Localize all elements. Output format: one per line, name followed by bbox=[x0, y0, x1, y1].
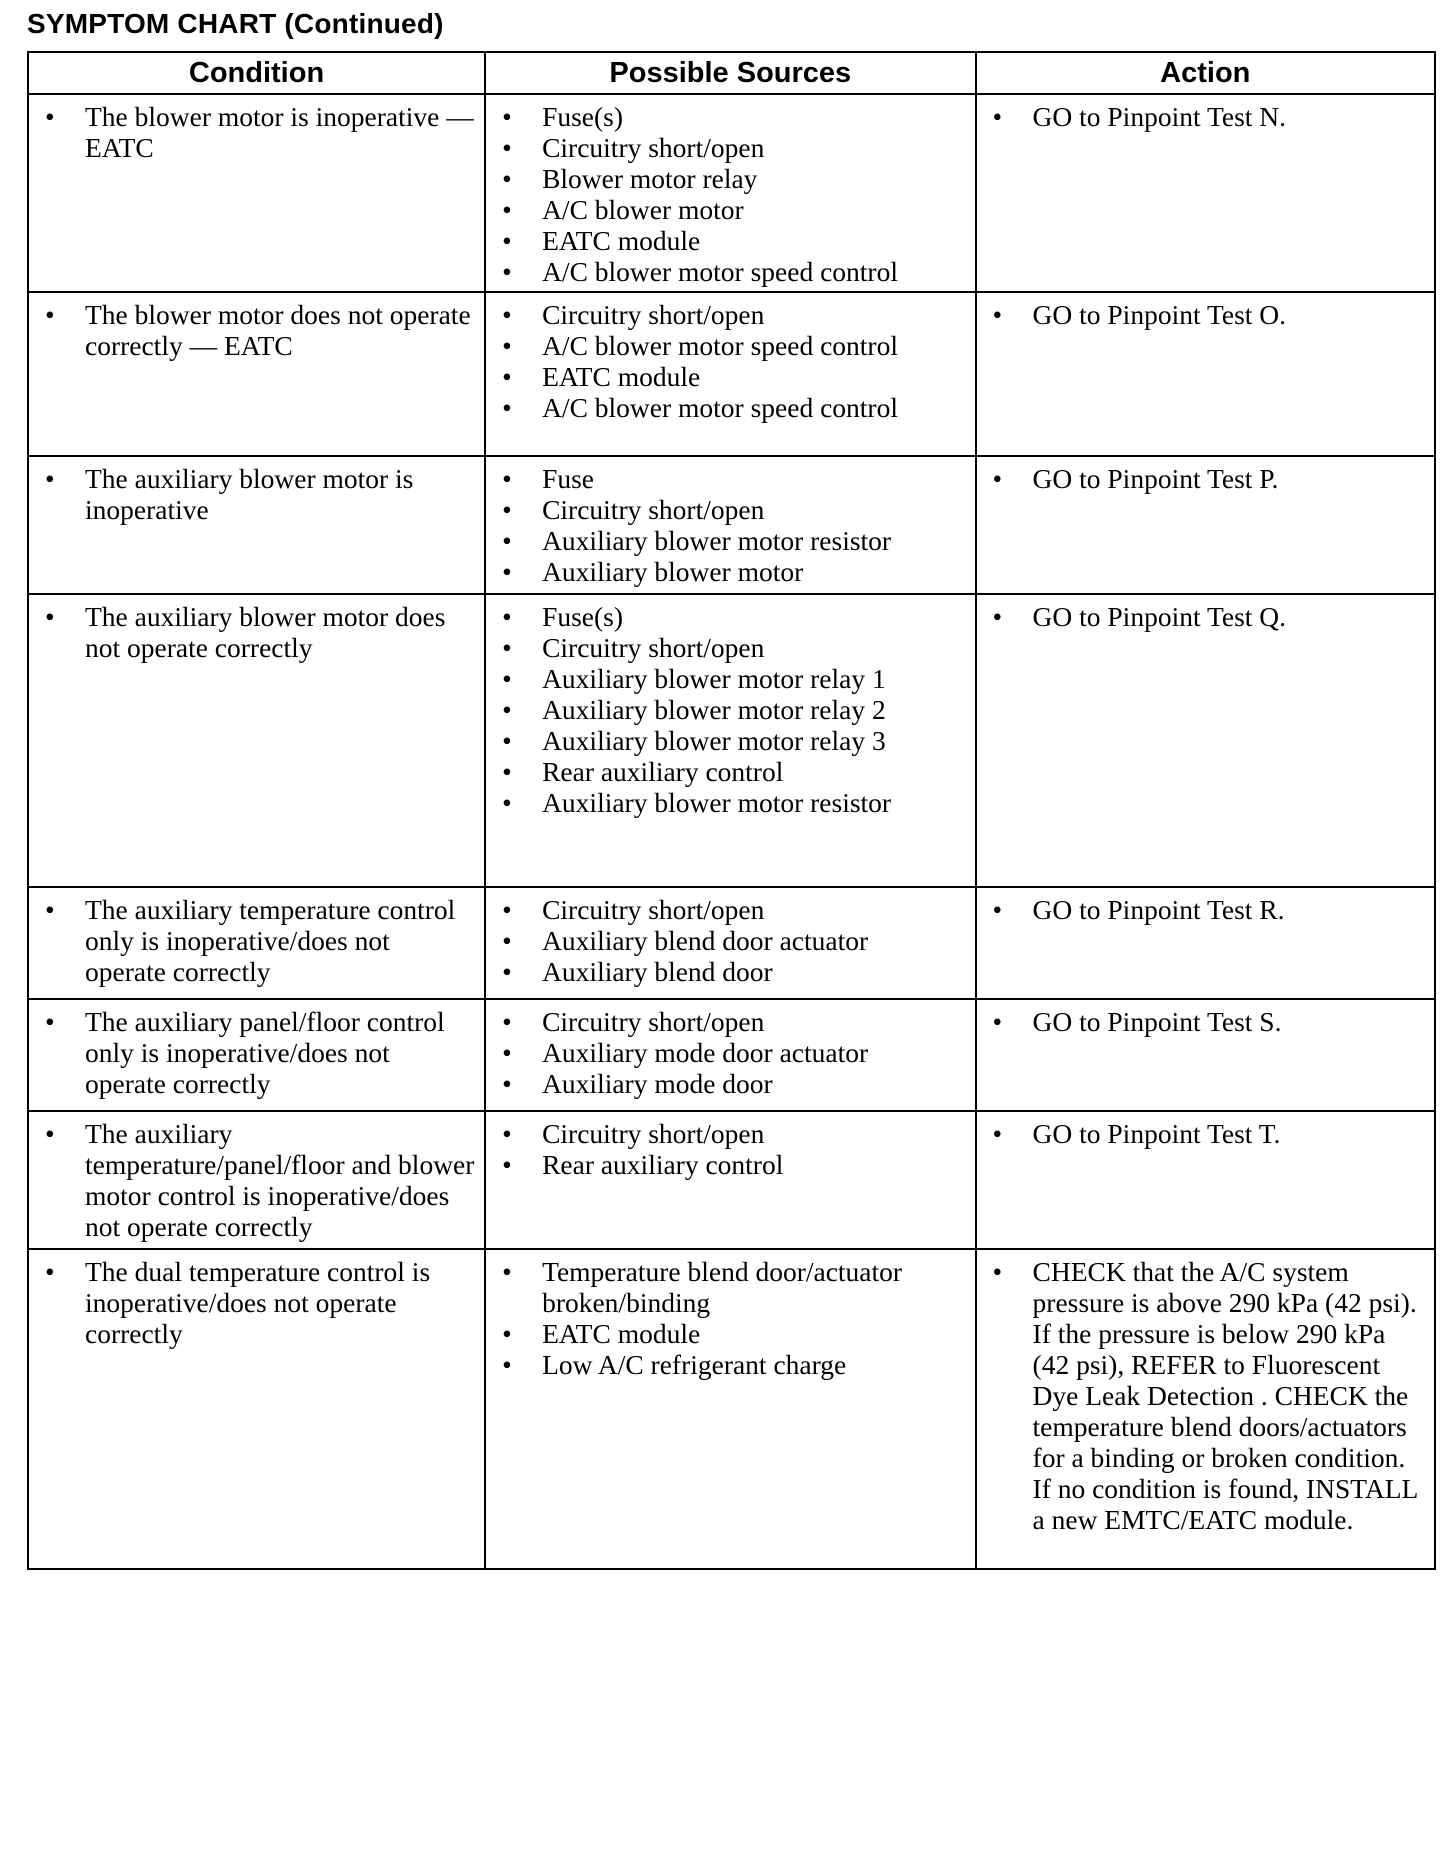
condition-cell bbox=[28, 94, 485, 292]
list-item: • Temperature blend door/actuator broken/binding bbox=[496, 1256, 966, 1318]
bullet-list bbox=[496, 1118, 966, 1180]
action-cell bbox=[976, 999, 1435, 1111]
action-cell bbox=[976, 292, 1435, 456]
condition-cell bbox=[28, 594, 485, 887]
table-row bbox=[28, 94, 1435, 292]
bullet-list bbox=[39, 463, 476, 525]
list-item: • The auxiliary panel/floor control only is inoperative/does not operate correctly bbox=[39, 1006, 476, 1099]
list-item: • CHECK that the A/C system pressure is above 290 kPa (42 psi). If the pressure is below 290 kPa (42 psi), REFER to Fluorescent Dye Leak Detection . CHECK the temperature blend doors/actuators for a binding or broken condition. If no condition is found, INSTALL a new EMTC/EATC module. bbox=[987, 1256, 1426, 1535]
bullet-list bbox=[987, 463, 1426, 494]
list-item: • Circuitry short/open bbox=[496, 632, 966, 663]
list-item: • A/C blower motor speed control bbox=[496, 392, 966, 423]
list-item: • Circuitry short/open bbox=[496, 299, 966, 330]
sources-cell bbox=[485, 594, 975, 887]
bullet-list bbox=[987, 299, 1426, 330]
table-row bbox=[28, 292, 1435, 456]
list-item: • Auxiliary blower motor bbox=[496, 556, 966, 587]
bullet-list bbox=[987, 1006, 1426, 1037]
bullet-list bbox=[39, 101, 476, 163]
sources-cell bbox=[485, 292, 975, 456]
bullet-list bbox=[39, 1256, 476, 1349]
list-item: • Circuitry short/open bbox=[496, 132, 966, 163]
bullet-list bbox=[39, 299, 476, 361]
list-item: • Auxiliary mode door bbox=[496, 1068, 966, 1099]
bullet-list bbox=[39, 601, 476, 663]
list-item: • Rear auxiliary control bbox=[496, 1149, 966, 1180]
list-item: • Circuitry short/open bbox=[496, 894, 966, 925]
column-header-action: Action bbox=[976, 52, 1435, 94]
table-row bbox=[28, 1249, 1435, 1569]
list-item: • Circuitry short/open bbox=[496, 1006, 966, 1037]
table-row bbox=[28, 887, 1435, 999]
bullet-list bbox=[987, 1256, 1426, 1535]
list-item: • EATC module bbox=[496, 1318, 966, 1349]
list-item: • GO to Pinpoint Test R. bbox=[987, 894, 1426, 925]
list-item: • EATC module bbox=[496, 225, 966, 256]
action-cell bbox=[976, 1111, 1435, 1249]
condition-cell bbox=[28, 999, 485, 1111]
sources-cell bbox=[485, 1111, 975, 1249]
table-header-row bbox=[28, 52, 1435, 94]
action-cell bbox=[976, 1249, 1435, 1569]
list-item: • Fuse(s) bbox=[496, 601, 966, 632]
list-item: • GO to Pinpoint Test S. bbox=[987, 1006, 1426, 1037]
sources-cell bbox=[485, 887, 975, 999]
bullet-list bbox=[987, 101, 1426, 132]
bullet-list bbox=[496, 463, 966, 587]
condition-cell bbox=[28, 456, 485, 594]
list-item: • Circuitry short/open bbox=[496, 494, 966, 525]
list-item: • Circuitry short/open bbox=[496, 1118, 966, 1149]
bullet-list bbox=[987, 601, 1426, 632]
bullet-list bbox=[496, 101, 966, 287]
list-item: • Auxiliary blower motor relay 2 bbox=[496, 694, 966, 725]
bullet-list bbox=[496, 299, 966, 423]
list-item: • Blower motor relay bbox=[496, 163, 966, 194]
condition-cell bbox=[28, 1249, 485, 1569]
table-row bbox=[28, 1111, 1435, 1249]
column-header-condition: Condition bbox=[28, 52, 485, 94]
bullet-list bbox=[496, 1256, 966, 1380]
page-title: SYMPTOM CHART (Continued) bbox=[27, 8, 444, 39]
bullet-list bbox=[39, 1006, 476, 1099]
bullet-list bbox=[39, 1118, 476, 1242]
action-cell bbox=[976, 456, 1435, 594]
list-item: • GO to Pinpoint Test O. bbox=[987, 299, 1426, 330]
table-row bbox=[28, 999, 1435, 1111]
list-item: • Auxiliary blend door actuator bbox=[496, 925, 966, 956]
list-item: • Auxiliary blend door bbox=[496, 956, 966, 987]
symptom-chart-table bbox=[27, 51, 1436, 1570]
bullet-list bbox=[496, 1006, 966, 1099]
list-item: • The auxiliary blower motor is inoperative bbox=[39, 463, 476, 525]
list-item: • The blower motor is inoperative — EATC bbox=[39, 101, 476, 163]
sources-cell bbox=[485, 94, 975, 292]
action-cell bbox=[976, 594, 1435, 887]
list-item: • Fuse bbox=[496, 463, 966, 494]
list-item: • Fuse(s) bbox=[496, 101, 966, 132]
list-item: • A/C blower motor bbox=[496, 194, 966, 225]
bullet-list bbox=[496, 894, 966, 987]
action-cell bbox=[976, 94, 1435, 292]
list-item: • A/C blower motor speed control bbox=[496, 256, 966, 287]
table-row bbox=[28, 456, 1435, 594]
sources-cell bbox=[485, 1249, 975, 1569]
list-item: • GO to Pinpoint Test N. bbox=[987, 101, 1426, 132]
list-item: • GO to Pinpoint Test P. bbox=[987, 463, 1426, 494]
action-cell bbox=[976, 887, 1435, 999]
list-item: • Auxiliary blower motor relay 3 bbox=[496, 725, 966, 756]
list-item: • Auxiliary blower motor relay 1 bbox=[496, 663, 966, 694]
condition-cell bbox=[28, 1111, 485, 1249]
list-item: • GO to Pinpoint Test T. bbox=[987, 1118, 1426, 1149]
column-header-possible-sources: Possible Sources bbox=[485, 52, 975, 94]
sources-cell bbox=[485, 456, 975, 594]
list-item: • The auxiliary blower motor does not operate correctly bbox=[39, 601, 476, 663]
sources-cell bbox=[485, 999, 975, 1111]
list-item: • EATC module bbox=[496, 361, 966, 392]
list-item: • Rear auxiliary control bbox=[496, 756, 966, 787]
list-item: • Auxiliary mode door actuator bbox=[496, 1037, 966, 1068]
list-item: • Auxiliary blower motor resistor bbox=[496, 525, 966, 556]
list-item: • GO to Pinpoint Test Q. bbox=[987, 601, 1426, 632]
list-item: • The blower motor does not operate correctly — EATC bbox=[39, 299, 476, 361]
table-row bbox=[28, 594, 1435, 887]
list-item: • The auxiliary temperature control only is inoperative/does not operate correctly bbox=[39, 894, 476, 987]
condition-cell bbox=[28, 887, 485, 999]
bullet-list bbox=[496, 601, 966, 818]
list-item: • Low A/C refrigerant charge bbox=[496, 1349, 966, 1380]
bullet-list bbox=[987, 894, 1426, 925]
bullet-list bbox=[39, 894, 476, 987]
list-item: • The dual temperature control is inoperative/does not operate correctly bbox=[39, 1256, 476, 1349]
list-item: • A/C blower motor speed control bbox=[496, 330, 966, 361]
list-item: • The auxiliary temperature/panel/floor and blower motor control is inoperative/does not operate correctly bbox=[39, 1118, 476, 1242]
condition-cell bbox=[28, 292, 485, 456]
bullet-list bbox=[987, 1118, 1426, 1149]
list-item: • Auxiliary blower motor resistor bbox=[496, 787, 966, 818]
